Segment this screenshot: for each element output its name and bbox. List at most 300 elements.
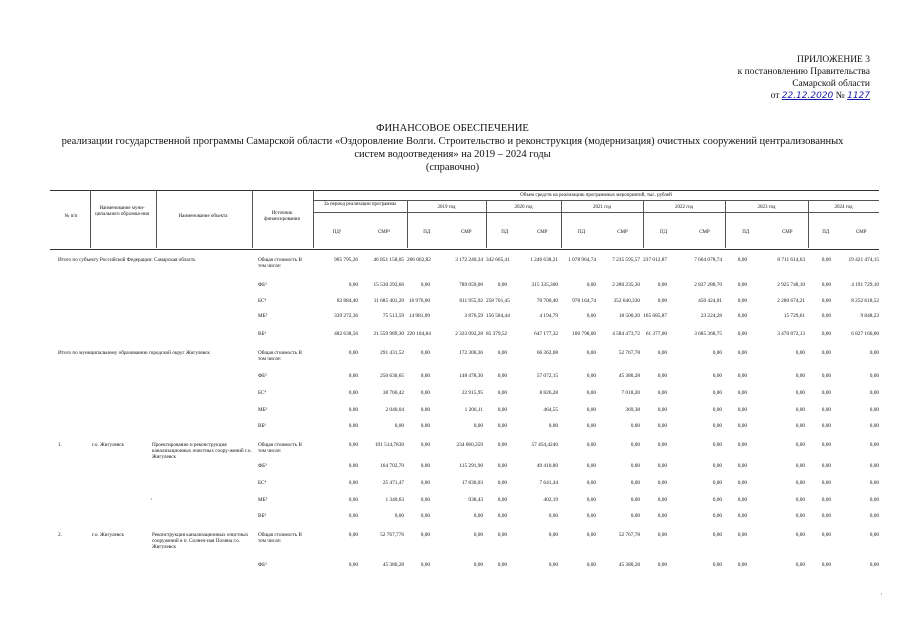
- cell-value: 258 701,45: [486, 298, 510, 304]
- cell-value: 0,00: [657, 373, 667, 379]
- cell-value: 0,00: [586, 513, 596, 519]
- cell-value: 0,00: [795, 463, 805, 469]
- cell-value: 0,00: [497, 407, 507, 413]
- cell-value: 0,00: [348, 562, 358, 568]
- header-volume: Объем средств на реализацию программных мероприятий, тыс. рублей: [520, 193, 672, 198]
- header-subcol: СМР: [855, 230, 867, 235]
- cell-value: 0,00: [420, 463, 430, 469]
- cell-value: 0,00: [712, 532, 722, 538]
- cell-value: 0,00: [586, 350, 596, 356]
- cell-value: 0,00: [869, 480, 879, 486]
- cell-value: 0,00: [737, 298, 747, 304]
- cell-value: 83 884,40: [336, 298, 358, 304]
- cell-value: 85 379,52: [486, 331, 508, 337]
- cell-value: 1 340,63: [385, 497, 404, 503]
- cell-value: 0,00: [821, 390, 831, 396]
- appendix-title: ПРИЛОЖЕНИЕ 3: [796, 55, 870, 65]
- header-divider: [252, 190, 253, 248]
- cell-value: 7 018,20: [621, 390, 640, 396]
- cell-value: 0,00: [795, 480, 805, 486]
- cell-value: 978 164,74: [572, 298, 596, 304]
- date-prefix: от: [770, 91, 780, 101]
- cell-value: 0,00: [657, 513, 667, 519]
- cell-value: 66 362,08: [536, 350, 558, 356]
- cell-value: 905 795,26: [334, 257, 358, 263]
- cell-value: 115 291,90: [459, 463, 483, 469]
- cell-value: 0,00: [586, 497, 596, 503]
- cell-value: 0,00: [821, 480, 831, 486]
- header-subcol: ПД: [501, 230, 509, 235]
- appendix-block: [560, 54, 870, 102]
- cell-value: 70 700,40: [536, 298, 558, 304]
- appendix-region: Самарской области: [792, 79, 870, 89]
- cell-value: 0,00: [712, 497, 722, 503]
- row-municipality: Итого по субъекту Российской Федерации: Самарская область: [58, 257, 196, 263]
- cell-value: 0,00: [586, 390, 596, 396]
- row-source: МБ⁵: [258, 313, 268, 319]
- cell-value: 402,19: [543, 497, 558, 503]
- cell-value: 0,00: [473, 532, 483, 538]
- scan-dot: ·: [880, 590, 883, 599]
- cell-value: 0,00: [548, 513, 558, 519]
- header-rule: [313, 212, 879, 213]
- cell-value: 0,00: [586, 532, 596, 538]
- cell-value: 0,00: [348, 442, 358, 448]
- cell-value: 0,00: [737, 532, 747, 538]
- cell-value: 2 040,04: [385, 407, 404, 413]
- cell-value: 45 380,28: [618, 562, 640, 568]
- cell-value: 0,00: [869, 532, 879, 538]
- cell-value: 266 062,82: [407, 257, 431, 263]
- cell-value: 0,00: [630, 480, 640, 486]
- cell-value: 0,00: [657, 407, 667, 413]
- cell-value: 52 767,78: [618, 350, 640, 356]
- header-subcol: ПД: [423, 230, 431, 235]
- cell-value: 4 194,79: [539, 313, 558, 319]
- row-source: БС⁴: [258, 480, 267, 486]
- header-subcol: ПД: [577, 230, 586, 235]
- scan-dot: ·: [150, 495, 153, 504]
- cell-value: 0,00: [821, 442, 831, 448]
- cell-value: 0,00: [473, 562, 483, 568]
- cell-value: 0,00: [348, 390, 358, 396]
- cell-value: 0,00: [737, 331, 747, 337]
- cell-value: 7 641,44: [539, 480, 558, 486]
- cell-value: 0,00: [497, 350, 507, 356]
- cell-value: 23 224,28: [700, 313, 722, 319]
- header-total-pd: ПД¹: [332, 230, 342, 235]
- cell-value: 0,00: [869, 350, 879, 356]
- cell-value: 0,00: [795, 497, 805, 503]
- cell-value: 0,00: [348, 423, 358, 429]
- cell-value: 0,00: [657, 480, 667, 486]
- cell-value: 1 078 964,74: [568, 257, 596, 263]
- row-object: Проектирование и реконструкция канализационных очистных соору-жений г.о. Жигулевск: [152, 442, 252, 460]
- cell-value: 0,00: [394, 513, 404, 519]
- cell-value: 4 191 729,10: [851, 282, 879, 288]
- cell-value: 0,00: [712, 350, 722, 356]
- cell-value: 0,00: [795, 513, 805, 519]
- cell-value: 19 421 474,15: [848, 257, 879, 263]
- cell-value: 148 478,30: [459, 373, 483, 379]
- cell-value: 0,00: [348, 350, 358, 356]
- cell-value: 0,00: [657, 562, 667, 568]
- cell-value: 0,00: [712, 407, 722, 413]
- cell-value: 100 798,00: [572, 331, 596, 337]
- cell-value: 0,00: [420, 350, 430, 356]
- cell-value: 0,00: [712, 480, 722, 486]
- appendix-ref: к постановлению Правительства: [737, 67, 870, 77]
- cell-value: 0,00: [586, 313, 596, 319]
- cell-value: 0,00: [869, 373, 879, 379]
- cell-value: 18 500,20: [618, 313, 640, 319]
- cell-value: 0,00: [348, 463, 358, 469]
- header-subcol: СМР: [536, 230, 548, 235]
- header-subcol: СМР: [781, 230, 793, 235]
- header-year: 2023 год: [757, 205, 776, 210]
- row-source: ВБ⁶: [258, 513, 267, 519]
- cell-value: 6 827 160,00: [851, 331, 879, 337]
- cell-value: 0,00: [869, 513, 879, 519]
- row-source: БС⁴: [258, 390, 267, 396]
- cell-value: 0,00: [586, 480, 596, 486]
- cell-value: 0,00: [548, 562, 558, 568]
- cell-value: 164 702,70: [380, 463, 404, 469]
- row-source: ФБ³: [258, 562, 267, 568]
- row-source: ВБ⁶: [258, 423, 267, 429]
- cell-value: 0,00: [420, 390, 430, 396]
- header-year: 2024 год: [834, 205, 853, 210]
- cell-value: 0,00: [821, 532, 831, 538]
- cell-value: 0,00: [737, 407, 747, 413]
- cell-value: 0,00: [630, 513, 640, 519]
- cell-value: 237 012,87: [643, 257, 667, 263]
- cell-value: 0,00: [712, 442, 722, 448]
- cell-value: 0,00: [821, 562, 831, 568]
- title-main: ФИНАНСОВОЕ ОБЕСПЕЧЕНИЕ: [376, 123, 529, 134]
- header-object: Наименование объекта: [178, 214, 228, 219]
- header-num: № п/п: [64, 214, 78, 219]
- cell-value: 0,00: [657, 423, 667, 429]
- row-source: Общая стоимость В том числе:: [258, 442, 302, 454]
- row-municipality: г.о. Жигулевск: [92, 532, 125, 538]
- cell-value: 4 584 473,72: [612, 331, 640, 337]
- cell-value: 0,00: [420, 497, 430, 503]
- cell-value: 0,00: [420, 407, 430, 413]
- cell-value: 0,00: [348, 480, 358, 486]
- cell-value: 0,00: [821, 513, 831, 519]
- cell-value: 2 837 288,70: [694, 282, 722, 288]
- cell-value: 482 638,56: [334, 331, 358, 337]
- cell-value: 0,00: [737, 513, 747, 519]
- cell-value: 7 664 078,74: [694, 257, 722, 263]
- cell-value: 0,00: [630, 497, 640, 503]
- cell-value: 46 851 158,05: [373, 257, 404, 263]
- cell-value: 2 280 674,21: [777, 298, 805, 304]
- cell-value: 0,00: [657, 390, 667, 396]
- header-municipality: Наименование муни-ципального образова-ния: [95, 206, 149, 217]
- cell-value: 0,00: [348, 373, 358, 379]
- cell-value: 0,00: [497, 513, 507, 519]
- cell-value: 57 072,15: [536, 373, 558, 379]
- cell-value: 0,00: [586, 282, 596, 288]
- cell-value: 0,00: [473, 423, 483, 429]
- cell-value: 0,00: [737, 350, 747, 356]
- cell-value: 220 104,84: [407, 331, 431, 337]
- cell-value: 0,00: [821, 497, 831, 503]
- cell-value: 0,00: [420, 532, 430, 538]
- cell-value: 647 177,32: [534, 331, 558, 337]
- cell-value: 234 060,359: [456, 442, 483, 448]
- row-source: МБ⁵: [258, 407, 268, 413]
- row-number: 2.: [58, 532, 62, 538]
- cell-value: 7 235 595,57: [612, 257, 640, 263]
- cell-value: 0,00: [497, 442, 507, 448]
- cell-value: 15 530 293,66: [373, 282, 404, 288]
- cell-value: 0,00: [821, 423, 831, 429]
- cell-value: 0,00: [657, 282, 667, 288]
- cell-value: 3 876,59: [464, 313, 483, 319]
- cell-value: 1 206,11: [464, 407, 483, 413]
- cell-value: 0,00: [420, 373, 430, 379]
- title-line4: (справочно): [425, 162, 480, 173]
- cell-value: 0,00: [420, 423, 430, 429]
- cell-value: 0,00: [497, 423, 507, 429]
- cell-value: 0,00: [821, 350, 831, 356]
- header-year: 2019 год: [437, 205, 456, 210]
- cell-value: 45 380,28: [382, 562, 404, 568]
- cell-value: 0,00: [737, 373, 747, 379]
- cell-value: 0,00: [586, 463, 596, 469]
- cell-value: 0,00: [737, 313, 747, 319]
- cell-value: 0,00: [795, 562, 805, 568]
- table-header-frame: [50, 190, 879, 250]
- cell-value: 0,00: [657, 497, 667, 503]
- document-title: [0, 122, 905, 174]
- row-municipality: г.о. Жигулевск: [92, 442, 125, 448]
- cell-value: 0,00: [821, 463, 831, 469]
- cell-value: 0,00: [869, 442, 879, 448]
- cell-value: 0,00: [394, 423, 404, 429]
- cell-value: 52 767,776: [380, 532, 404, 538]
- cell-value: 49 410,80: [536, 463, 558, 469]
- cell-value: 0,00: [657, 298, 667, 304]
- cell-value: 9 848,23: [860, 313, 879, 319]
- cell-value: 0,00: [497, 282, 507, 288]
- cell-value: 0,00: [795, 350, 805, 356]
- cell-value: 191 514,7830: [374, 442, 404, 448]
- cell-value: 0,00: [420, 442, 430, 448]
- cell-value: 0,00: [348, 497, 358, 503]
- cell-value: 0,00: [795, 423, 805, 429]
- cell-value: 0,00: [869, 497, 879, 503]
- cell-value: 38 760,42: [382, 390, 404, 396]
- cell-value: 75 513,59: [382, 313, 404, 319]
- cell-value: 0,00: [420, 513, 430, 519]
- cell-value: 172 300,36: [459, 350, 483, 356]
- cell-value: 0,00: [795, 373, 805, 379]
- row-source: МБ⁵: [258, 497, 268, 503]
- cell-value: 52 767,78: [618, 532, 640, 538]
- cell-value: 0,00: [712, 373, 722, 379]
- cell-value: 0,00: [630, 463, 640, 469]
- cell-value: 17 830,03: [461, 480, 483, 486]
- cell-value: 0,00: [712, 390, 722, 396]
- cell-value: 45 380,28: [618, 373, 640, 379]
- cell-value: 16 976,00: [408, 298, 430, 304]
- cell-value: 0,00: [869, 463, 879, 469]
- cell-value: 0,00: [869, 390, 879, 396]
- cell-value: 0,00: [737, 423, 747, 429]
- cell-value: 0,00: [737, 562, 747, 568]
- cell-value: 0,00: [821, 257, 831, 263]
- cell-value: 0,00: [497, 373, 507, 379]
- cell-value: 369,38: [625, 407, 640, 413]
- header-source: Источник финансирования: [264, 211, 300, 222]
- cell-value: 0,00: [586, 407, 596, 413]
- cell-value: 3 685 368,75: [694, 331, 722, 337]
- header-subcol: СМР: [617, 230, 628, 235]
- title-line2: реализации государственной программы Самарской области «Оздоровление Волги. Строительство и реконструкция (модернизация) очистных сооружений централизованных: [61, 136, 844, 147]
- cell-value: 1 246 638,21: [530, 257, 558, 263]
- cell-value: 61 377,00: [645, 331, 667, 337]
- cell-value: 8 252 618,52: [851, 298, 879, 304]
- row-source: ВБ⁶: [258, 331, 267, 337]
- date-value: 22.12.2020: [781, 91, 834, 101]
- cell-value: 57 454,4240: [531, 442, 558, 448]
- cell-value: 0,00: [497, 532, 507, 538]
- cell-value: 0,00: [548, 423, 558, 429]
- cell-value: 0,00: [737, 390, 747, 396]
- cell-value: 0,00: [420, 562, 430, 568]
- cell-value: 2 333 092,28: [455, 331, 483, 337]
- cell-value: 2 925 748,10: [777, 282, 805, 288]
- cell-value: 0,00: [737, 463, 747, 469]
- cell-value: 0,00: [657, 350, 667, 356]
- header-year: 2021 год: [592, 205, 612, 210]
- cell-value: 3 470 872,13: [777, 331, 805, 337]
- number-value: 1127: [847, 91, 870, 101]
- header-total-smr: СМР²: [377, 230, 391, 235]
- cell-value: 0,00: [737, 480, 747, 486]
- cell-value: 0,00: [737, 497, 747, 503]
- cell-value: 0,00: [548, 532, 558, 538]
- cell-value: 0,00: [497, 497, 507, 503]
- cell-value: 0,00: [348, 532, 358, 538]
- cell-value: 14 981,09: [408, 313, 430, 319]
- cell-value: 0,00: [712, 513, 722, 519]
- cell-value: 0,00: [821, 331, 831, 337]
- header-subcol: ПД: [742, 230, 750, 235]
- cell-value: 450 424,01: [698, 298, 722, 304]
- cell-value: 938,43: [468, 497, 483, 503]
- row-source: Общая стоимость В том числе:: [258, 350, 302, 362]
- cell-value: 0,00: [821, 373, 831, 379]
- cell-value: 342 665,41: [486, 257, 510, 263]
- cell-value: 25 471,47: [382, 480, 404, 486]
- cell-value: 8 711 614,63: [777, 257, 805, 263]
- cell-value: 352 640,330: [613, 298, 640, 304]
- cell-value: 0,00: [497, 463, 507, 469]
- cell-value: 0,00: [630, 423, 640, 429]
- cell-value: 0,00: [821, 313, 831, 319]
- cell-value: 0,00: [586, 442, 596, 448]
- cell-value: 156 584,44: [486, 313, 510, 319]
- cell-value: 21 559 989,30: [373, 331, 404, 337]
- cell-value: 2 280 235,30: [612, 282, 640, 288]
- header-divider: [156, 190, 157, 248]
- row-source: Общая стоимость В том числе:: [258, 532, 302, 544]
- cell-value: 0,00: [795, 407, 805, 413]
- cell-value: 0,00: [657, 442, 667, 448]
- cell-value: 0,00: [497, 390, 507, 396]
- title-line3: систем водоотведения» на 2019 – 2024 годы: [354, 149, 551, 160]
- cell-value: 291 431,52: [380, 350, 404, 356]
- cell-value: 0,00: [737, 442, 747, 448]
- row-source: ФБ³: [258, 463, 267, 469]
- cell-value: 3 172 240,34: [455, 257, 483, 263]
- cell-value: 0,00: [795, 390, 805, 396]
- cell-value: 0,00: [821, 407, 831, 413]
- header-rule: [313, 200, 879, 201]
- cell-value: 0,00: [821, 298, 831, 304]
- cell-value: 339 272,36: [334, 313, 358, 319]
- cell-value: 0,00: [497, 562, 507, 568]
- cell-value: 0,00: [737, 257, 747, 263]
- cell-value: 0,00: [712, 423, 722, 429]
- row-municipality: Итого по муниципальному образованию городской округ Жигулевск: [58, 350, 210, 356]
- cell-value: 0,00: [869, 562, 879, 568]
- header-divider: [90, 190, 91, 248]
- cell-value: 0,00: [869, 407, 879, 413]
- cell-value: 0,00: [348, 282, 358, 288]
- cell-value: 0,00: [420, 282, 430, 288]
- cell-value: 0,00: [348, 513, 358, 519]
- header-subcol: СМР: [460, 230, 472, 235]
- cell-value: 0,00: [657, 532, 667, 538]
- cell-value: 0,00: [737, 282, 747, 288]
- cell-value: 0,00: [869, 423, 879, 429]
- cell-value: 789 059,06: [459, 282, 483, 288]
- cell-value: 0,00: [473, 513, 483, 519]
- cell-value: 0,00: [348, 407, 358, 413]
- row-number: 1.: [58, 442, 62, 448]
- cell-value: 11 685 401,20: [373, 298, 404, 304]
- number-prefix: №: [835, 91, 845, 101]
- cell-value: 0,00: [821, 282, 831, 288]
- cell-value: 0,00: [420, 480, 430, 486]
- header-year: 2022 год: [674, 205, 694, 210]
- header-year: 2020 год: [514, 205, 533, 210]
- cell-value: 0,00: [586, 423, 596, 429]
- header-total-period: За период реализации программы: [323, 202, 396, 207]
- header-subcol: ПД: [822, 230, 830, 235]
- cell-value: 0,00: [586, 562, 596, 568]
- cell-value: 165 685,87: [643, 313, 667, 319]
- header-subcol: ПД: [659, 230, 668, 235]
- appendix-date-line: [560, 90, 870, 102]
- cell-value: 0,00: [586, 373, 596, 379]
- row-source: Общая стоимость В том числе:: [258, 257, 302, 269]
- cell-value: 22 915,95: [461, 390, 483, 396]
- cell-value: 0,00: [795, 442, 805, 448]
- cell-value: 464,55: [543, 407, 558, 413]
- row-object: Реконструкция канализационных очистных сооружений в п. Солнеч-ная Поляна г.о. Жигулевск: [152, 532, 249, 550]
- row-source: БС⁴: [258, 298, 267, 304]
- cell-value: 315 335,300: [531, 282, 558, 288]
- cell-value: 8 826,28: [539, 390, 558, 396]
- cell-value: 0,00: [497, 480, 507, 486]
